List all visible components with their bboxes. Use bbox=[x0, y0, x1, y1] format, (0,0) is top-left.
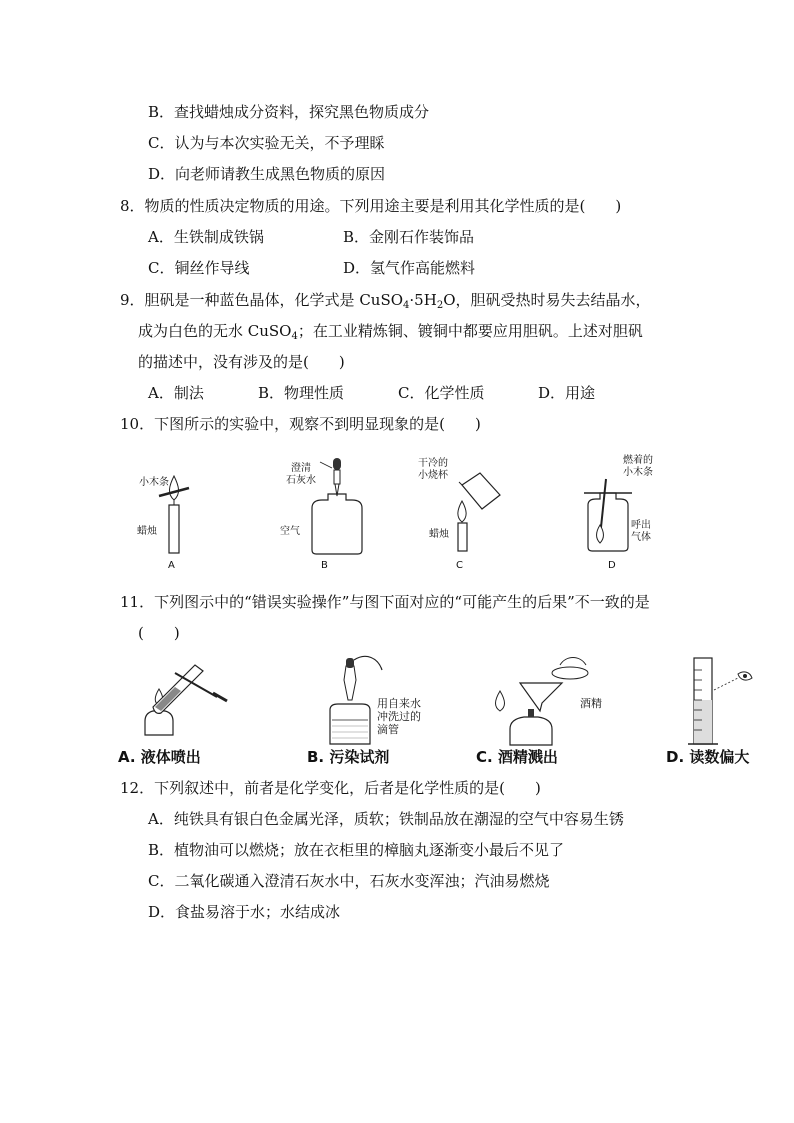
label-limewater-1: 澄清 bbox=[291, 463, 311, 474]
q12-option-b: B．植物油可以燃烧；放在衣柜里的樟脑丸逐渐变小最后不见了 bbox=[148, 841, 565, 859]
q11-stem-line2: ( ) bbox=[138, 624, 180, 642]
q9-option-d: D．用途 bbox=[538, 384, 596, 402]
caption-b: B. 污染试剂 bbox=[307, 748, 390, 766]
label-air: 空气 bbox=[280, 526, 300, 537]
q9-option-a: A．制法 bbox=[148, 384, 204, 402]
letter-c: C bbox=[456, 560, 463, 571]
q12-option-d: D．食盐易溶于水；水结成冰 bbox=[148, 903, 341, 921]
caption-c: C. 酒精溅出 bbox=[476, 748, 558, 766]
label-candle-c: 蜡烛 bbox=[429, 529, 449, 540]
q10-stem: 10．下图所示的实验中，观察不到明显现象的是( ) bbox=[120, 415, 481, 433]
label-tap-water-3: 滴管 bbox=[377, 723, 399, 736]
heating-test-tube-illustration bbox=[135, 655, 245, 740]
q8-option-c: C．铜丝作导线 bbox=[148, 259, 250, 277]
q8-option-d: D．氢气作高能燃料 bbox=[343, 259, 476, 277]
q8-option-b: B．金刚石作装饰品 bbox=[343, 228, 475, 246]
label-cold-beaker-1: 干冷的 bbox=[418, 458, 448, 469]
q8-stem: 8．物质的性质决定物质的用途。下列用途主要是利用其化学性质的是( ) bbox=[120, 197, 622, 215]
bottle-with-stick-illustration bbox=[580, 475, 640, 555]
caption-d: D. 读数偏大 bbox=[666, 748, 750, 766]
letter-d: D bbox=[608, 560, 616, 571]
q10-figure bbox=[125, 450, 685, 575]
q12-option-a: A．纯铁具有银白色金属光泽，质软；铁制品放在潮湿的空气中容易生锈 bbox=[148, 810, 624, 828]
q9-stem-line1: 9．胆矾是一种蓝色晶体，化学式是 $CuSO_4\cdot 5H_2O$，胆矾受热时易失去结晶水， bbox=[120, 291, 651, 311]
label-alcohol: 酒精 bbox=[580, 697, 602, 710]
label-small-stick: 小木条 bbox=[139, 477, 169, 488]
bottle-with-dropper-illustration bbox=[300, 450, 375, 558]
q12-option-c: C．二氧化碳通入澄清石灰水中，石灰水变浑浊；汽油易燃烧 bbox=[148, 872, 550, 890]
label-tap-water-2: 冲洗过的 bbox=[377, 710, 421, 723]
label-burning-stick-2: 小木条 bbox=[623, 467, 653, 478]
graduated-cylinder-illustration bbox=[680, 650, 760, 750]
q9-stem-line2: 成为白色的无水 CuSO$_4$；在工业精炼铜、镀铜中都要应用胆矾。上述对胆矾 bbox=[138, 322, 643, 342]
candle-with-beaker-illustration bbox=[440, 455, 510, 555]
letter-a: A bbox=[168, 560, 175, 571]
label-cold-beaker-2: 小烧杯 bbox=[418, 470, 448, 481]
q9-option-b: B．物理性质 bbox=[258, 384, 345, 402]
q9-stem-line3: 的描述中，没有涉及的是( ) bbox=[138, 353, 345, 371]
q11-stem-line1: 11．下列图示中的“错误实验操作”与图下面对应的“可能产生的后果”不一致的是 bbox=[120, 593, 650, 611]
q7-option-b: B．查找蜡烛成分资料，探究黑色物质成分 bbox=[148, 103, 430, 121]
label-burning-stick-1: 燃着的 bbox=[623, 455, 653, 466]
q11-figure bbox=[115, 650, 765, 770]
q7-option-d: D．向老师请教生成黑色物质的原因 bbox=[148, 165, 386, 183]
q12-stem: 12．下列叙述中，前者是化学变化，后者是化学性质的是( ) bbox=[120, 779, 541, 797]
label-limewater-2: 石灰水 bbox=[286, 475, 316, 486]
q9-option-c: C．化学性质 bbox=[398, 384, 485, 402]
label-exhaled-gas-2: 气体 bbox=[631, 532, 651, 543]
q7-option-c: C．认为与本次实验无关，不予理睬 bbox=[148, 134, 385, 152]
label-candle-a: 蜡烛 bbox=[137, 526, 157, 537]
letter-b: B bbox=[321, 560, 328, 571]
label-exhaled-gas-1: 呼出 bbox=[631, 520, 651, 531]
caption-a: A. 液体喷出 bbox=[118, 748, 201, 766]
label-tap-water-1: 用自来水 bbox=[377, 697, 421, 710]
q8-option-a: A．生铁制成铁锅 bbox=[148, 228, 264, 246]
